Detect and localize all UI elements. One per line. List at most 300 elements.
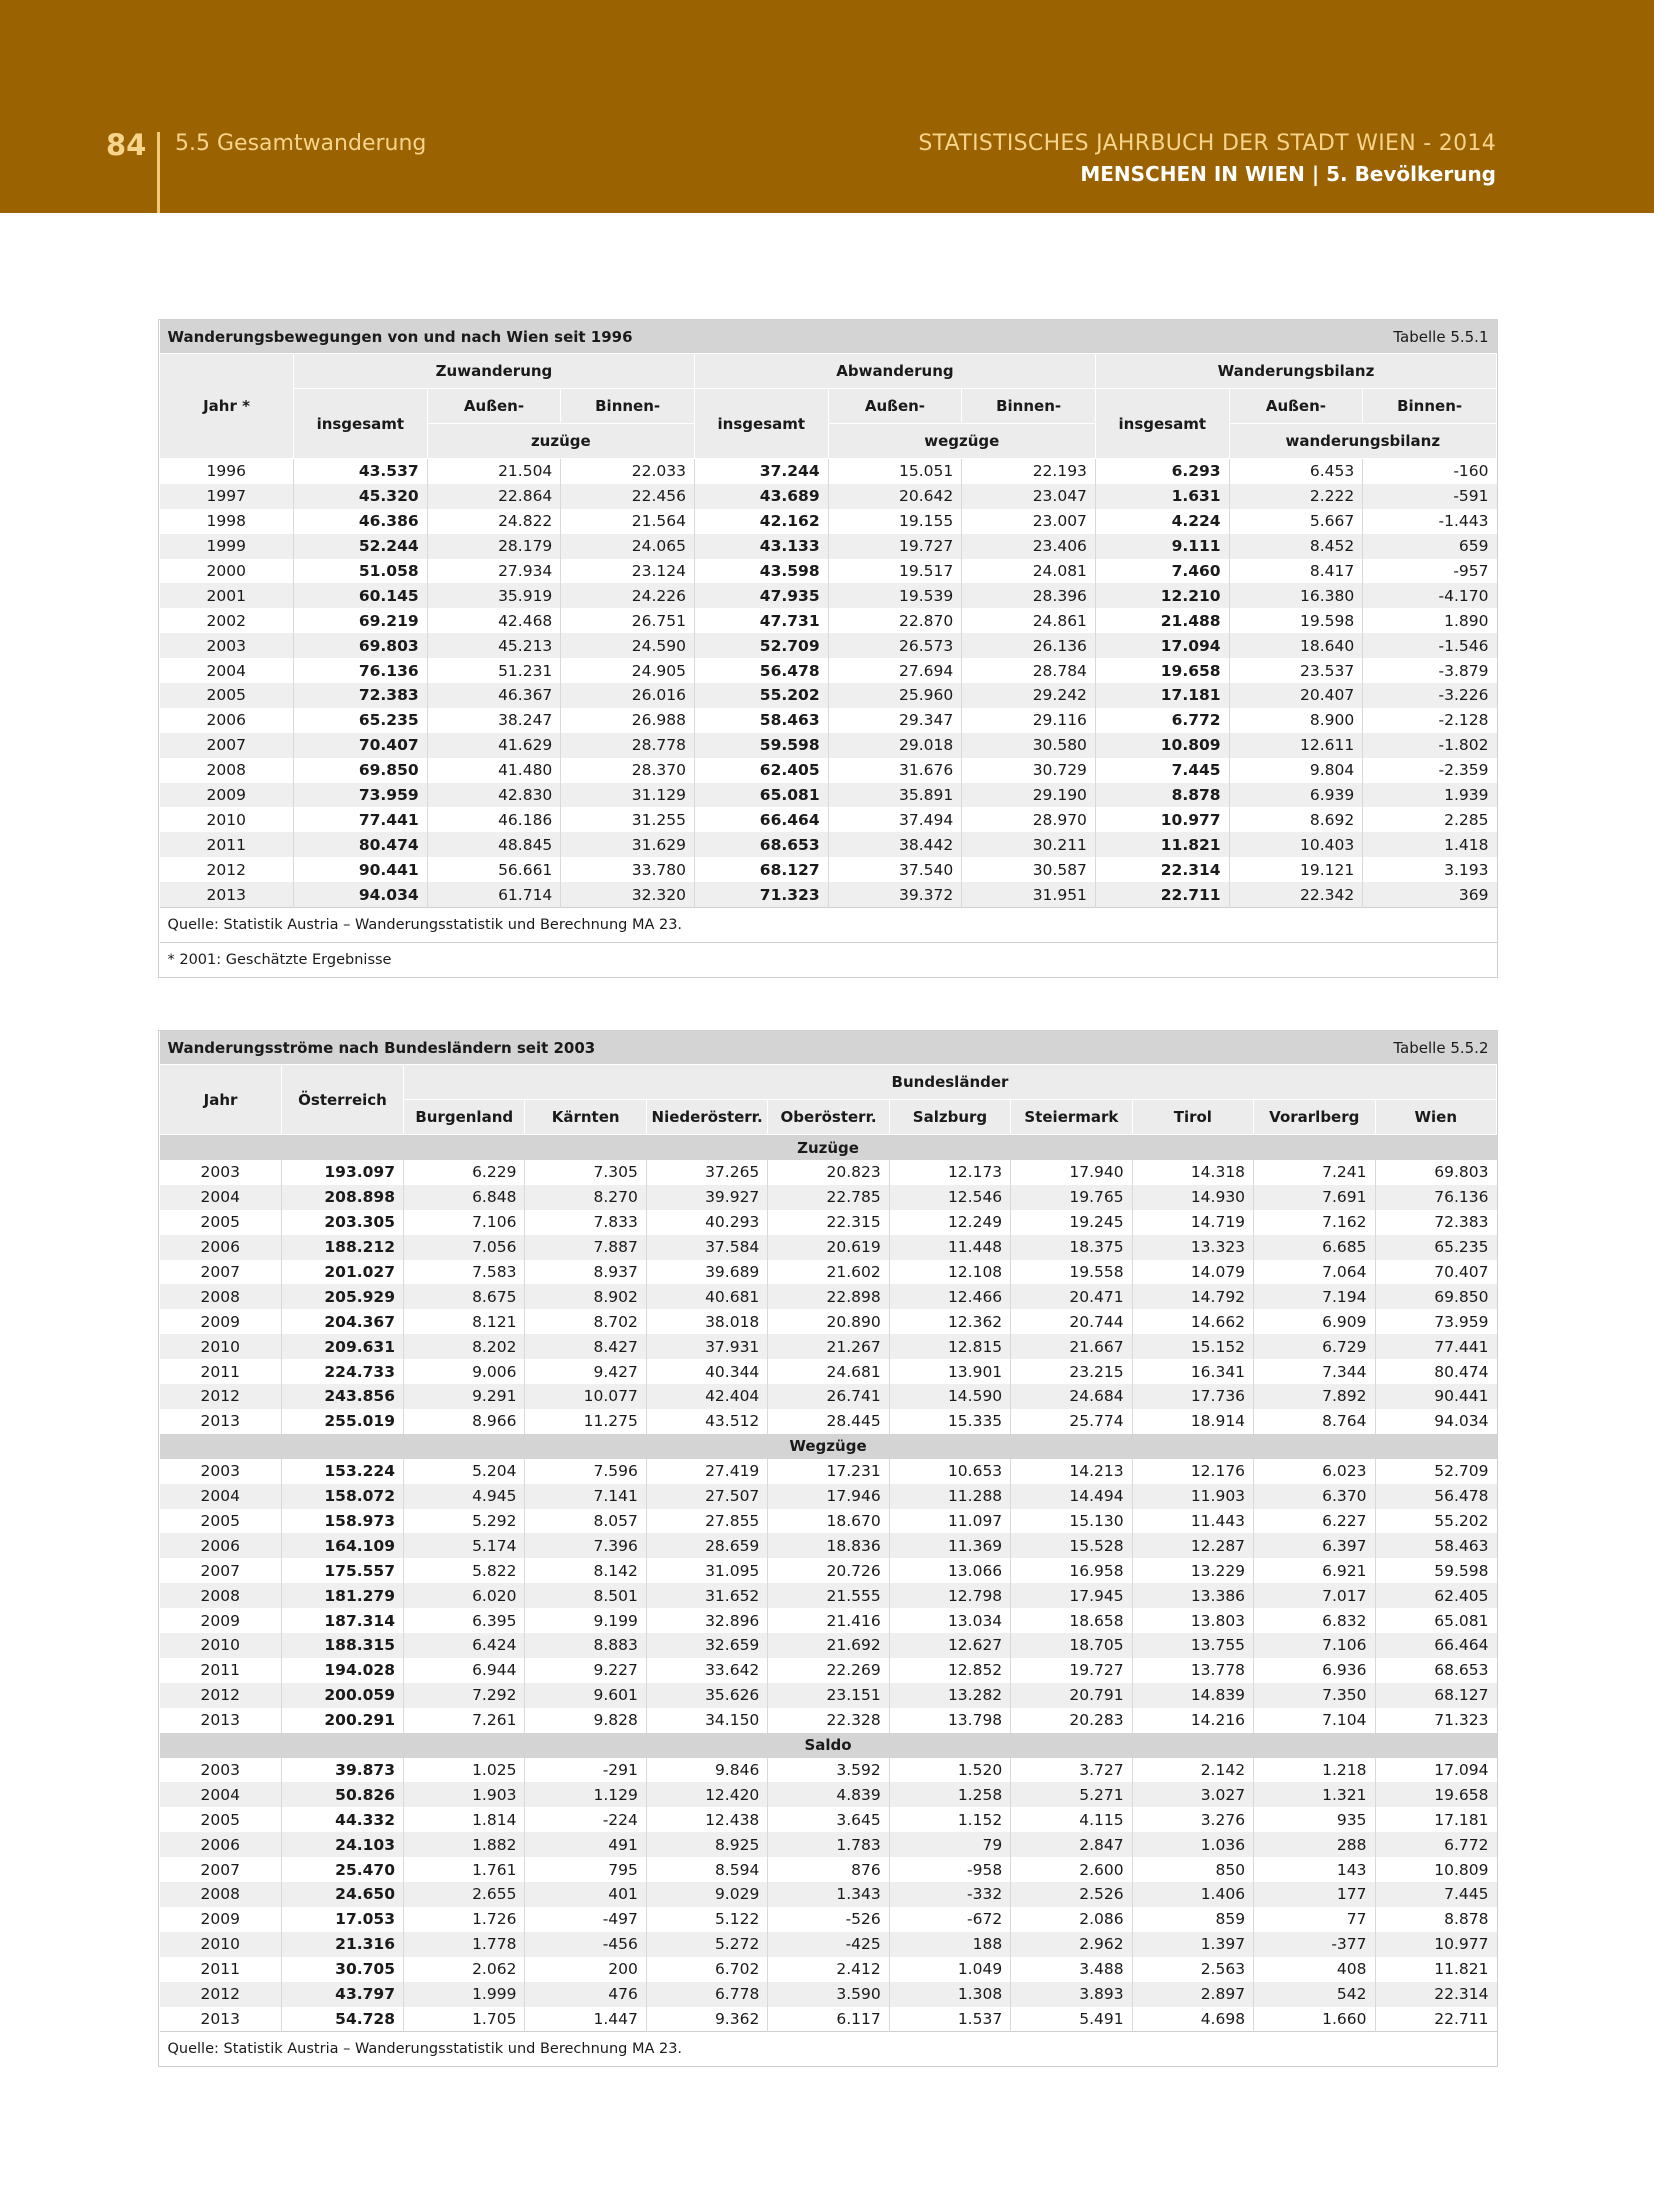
cell-value: 69.803: [294, 633, 428, 658]
cell-value: 22.342: [1229, 882, 1363, 907]
cell-value: 1.406: [1132, 1882, 1253, 1907]
cell-value: 90.441: [1375, 1384, 1497, 1409]
cell-value: 13.323: [1132, 1235, 1253, 1260]
table-row: [160, 1284, 1497, 1309]
cell-value: 51.058: [294, 559, 428, 584]
cell-value: 26.016: [561, 683, 695, 708]
col-header-year: Jahr *: [160, 354, 294, 459]
cell-value: 7.396: [525, 1533, 646, 1558]
table-row: [160, 658, 1497, 683]
cell-value: 14.839: [1132, 1683, 1253, 1708]
table-row: [160, 1583, 1497, 1608]
cell-value: 1.218: [1254, 1758, 1375, 1783]
table-source: Quelle: Statistik Austria – Wanderungsstatistik und Berechnung MA 23.: [160, 2032, 1497, 2067]
cell-value: 23.124: [561, 559, 695, 584]
cell-value: 6.944: [404, 1658, 525, 1683]
cell-value: 8.902: [525, 1284, 646, 1309]
cell-value: 2.285: [1363, 807, 1497, 832]
cell-value: 20.407: [1229, 683, 1363, 708]
table-row: [160, 882, 1497, 907]
cell-value: 23.007: [962, 509, 1096, 534]
cell-value: 17.946: [768, 1484, 889, 1509]
cell-value: 30.580: [962, 733, 1096, 758]
col-header-state: Tirol: [1132, 1100, 1253, 1135]
cell-value: 10.653: [889, 1459, 1010, 1484]
cell-value: 1.152: [889, 1807, 1010, 1832]
cell-value: -332: [889, 1882, 1010, 1907]
cell-value: 1.308: [889, 1982, 1010, 2007]
cell-value: 8.878: [1095, 783, 1229, 808]
cell-value: 21.602: [768, 1260, 889, 1285]
cell-value: 369: [1363, 882, 1497, 907]
cell-value: 69.803: [1375, 1160, 1497, 1185]
cell-value: 188.315: [282, 1633, 404, 1658]
cell-value: 7.445: [1095, 758, 1229, 783]
cell-value: 1.814: [404, 1807, 525, 1832]
cell-value: 79: [889, 1832, 1010, 1857]
cell-value: 3.488: [1011, 1957, 1132, 1982]
cell-value: -958: [889, 1857, 1010, 1882]
cell-value: 8.202: [404, 1334, 525, 1359]
cell-value: 4.839: [768, 1782, 889, 1807]
cell-value: 17.940: [1011, 1160, 1132, 1185]
cell-value: 3.590: [768, 1982, 889, 2007]
cell-value: 491: [525, 1832, 646, 1857]
cell-year: 2012: [160, 1683, 282, 1708]
cell-value: 31.629: [561, 832, 695, 857]
cell-value: 22.456: [561, 484, 695, 509]
cell-value: 5.667: [1229, 509, 1363, 534]
cell-value: 542: [1254, 1982, 1375, 2007]
cell-year: 2008: [160, 1583, 282, 1608]
cell-value: 2.962: [1011, 1932, 1132, 1957]
cell-value: 11.821: [1375, 1957, 1497, 1982]
cell-year: 2010: [160, 1633, 282, 1658]
table-row: [160, 1160, 1497, 1185]
cell-year: 1999: [160, 534, 294, 559]
cell-value: 659: [1363, 534, 1497, 559]
cell-value: 17.094: [1095, 633, 1229, 658]
cell-value: 795: [525, 1857, 646, 1882]
cell-year: 2003: [160, 1160, 282, 1185]
cell-value: 14.930: [1132, 1185, 1253, 1210]
cell-value: 2.655: [404, 1882, 525, 1907]
cell-value: 27.507: [646, 1484, 767, 1509]
cell-value: 17.231: [768, 1459, 889, 1484]
cell-value: 39.873: [282, 1758, 404, 1783]
cell-value: 14.792: [1132, 1284, 1253, 1309]
cell-value: 175.557: [282, 1558, 404, 1583]
table-row: [160, 1758, 1497, 1783]
cell-value: 1.705: [404, 2007, 525, 2032]
cell-value: 17.053: [282, 1907, 404, 1932]
cell-value: 24.590: [561, 633, 695, 658]
cell-value: 22.711: [1095, 882, 1229, 907]
cell-value: 52.244: [294, 534, 428, 559]
cell-value: 25.960: [828, 683, 962, 708]
cell-value: 21.416: [768, 1608, 889, 1633]
cell-value: 193.097: [282, 1160, 404, 1185]
cell-value: 3.193: [1363, 857, 1497, 882]
cell-year: 2006: [160, 708, 294, 733]
cell-value: 58.463: [1375, 1533, 1497, 1558]
cell-value: 24.065: [561, 534, 695, 559]
cell-year: 2011: [160, 1658, 282, 1683]
cell-value: 1.903: [404, 1782, 525, 1807]
cell-value: 177: [1254, 1882, 1375, 1907]
cell-value: 1.537: [889, 2007, 1010, 2032]
cell-value: 4.115: [1011, 1807, 1132, 1832]
cell-value: 1.397: [1132, 1932, 1253, 1957]
table-row: [160, 1210, 1497, 1235]
cell-value: 38.247: [427, 708, 561, 733]
cell-value: 50.826: [282, 1782, 404, 1807]
cell-value: -526: [768, 1907, 889, 1932]
cell-value: 13.755: [1132, 1633, 1253, 1658]
cell-value: 5.271: [1011, 1782, 1132, 1807]
cell-value: 39.689: [646, 1260, 767, 1285]
cell-value: 22.269: [768, 1658, 889, 1683]
cell-value: 6.397: [1254, 1533, 1375, 1558]
cell-value: 27.694: [828, 658, 962, 683]
cell-value: 42.162: [694, 509, 828, 534]
cell-year: 2013: [160, 2007, 282, 2032]
cell-value: 6.848: [404, 1185, 525, 1210]
cell-value: 21.564: [561, 509, 695, 534]
cell-value: 24.103: [282, 1832, 404, 1857]
cell-year: 2006: [160, 1533, 282, 1558]
cell-value: 6.117: [768, 2007, 889, 2032]
cell-value: 8.501: [525, 1583, 646, 1608]
col-header-state: Steiermark: [1011, 1100, 1132, 1135]
cell-value: 13.066: [889, 1558, 1010, 1583]
cell-value: 19.558: [1011, 1260, 1132, 1285]
col-header-external: Außen-: [828, 389, 962, 424]
cell-value: 7.106: [404, 1210, 525, 1235]
cell-value: 9.828: [525, 1708, 646, 1733]
cell-value: 26.573: [828, 633, 962, 658]
table-row: [160, 1782, 1497, 1807]
cell-value: 8.937: [525, 1260, 646, 1285]
cell-value: 21.488: [1095, 608, 1229, 633]
cell-value: 72.383: [294, 683, 428, 708]
cell-value: 12.420: [646, 1782, 767, 1807]
cell-value: 94.034: [294, 882, 428, 907]
cell-value: 8.883: [525, 1633, 646, 1658]
group-header-states: Bundesländer: [404, 1065, 1497, 1100]
cell-value: 14.318: [1132, 1160, 1253, 1185]
cell-year: 1996: [160, 459, 294, 484]
cell-value: 46.386: [294, 509, 428, 534]
cell-value: 9.291: [404, 1384, 525, 1409]
cell-value: 11.443: [1132, 1509, 1253, 1534]
sub-header-out: wegzüge: [828, 424, 1095, 459]
cell-year: 2004: [160, 1782, 282, 1807]
cell-value: 12.173: [889, 1160, 1010, 1185]
cell-value: 204.367: [282, 1309, 404, 1334]
cell-value: 209.631: [282, 1334, 404, 1359]
cell-value: 1.049: [889, 1957, 1010, 1982]
cell-value: 59.598: [694, 733, 828, 758]
table-row: [160, 1683, 1497, 1708]
cell-value: 11.275: [525, 1409, 646, 1434]
cell-year: 2010: [160, 1334, 282, 1359]
cell-value: 23.047: [962, 484, 1096, 509]
cell-value: 29.116: [962, 708, 1096, 733]
cell-value: 68.127: [1375, 1683, 1497, 1708]
table-row: [160, 758, 1497, 783]
table-row: [160, 1882, 1497, 1907]
group-header-balance: Wanderungsbilanz: [1095, 354, 1496, 389]
cell-value: 23.215: [1011, 1359, 1132, 1384]
cell-value: 19.727: [1011, 1658, 1132, 1683]
cell-value: 200.291: [282, 1708, 404, 1733]
cell-value: -4.170: [1363, 583, 1497, 608]
cell-value: 31.129: [561, 783, 695, 808]
cell-value: 10.977: [1095, 807, 1229, 832]
cell-year: 2009: [160, 783, 294, 808]
cell-value: 7.141: [525, 1484, 646, 1509]
cell-value: 66.464: [694, 807, 828, 832]
cell-value: 13.034: [889, 1608, 1010, 1633]
cell-value: 7.445: [1375, 1882, 1497, 1907]
cell-value: 37.244: [694, 459, 828, 484]
cell-value: 12.176: [1132, 1459, 1253, 1484]
cell-value: 7.583: [404, 1260, 525, 1285]
cell-value: 188.212: [282, 1235, 404, 1260]
cell-value: 12.798: [889, 1583, 1010, 1608]
cell-value: 33.642: [646, 1658, 767, 1683]
cell-value: 17.181: [1375, 1807, 1497, 1832]
cell-value: -957: [1363, 559, 1497, 584]
cell-value: 1.882: [404, 1832, 525, 1857]
cell-value: 55.202: [1375, 1509, 1497, 1534]
cell-value: 8.427: [525, 1334, 646, 1359]
cell-value: 14.662: [1132, 1309, 1253, 1334]
cell-value: 56.478: [694, 658, 828, 683]
table-row: [160, 534, 1497, 559]
cell-value: 6.293: [1095, 459, 1229, 484]
col-header-state: Kärnten: [525, 1100, 646, 1135]
cell-value: 23.151: [768, 1683, 889, 1708]
cell-value: 25.774: [1011, 1409, 1132, 1434]
cell-value: 65.081: [1375, 1608, 1497, 1633]
cell-value: 14.590: [889, 1384, 1010, 1409]
cell-value: 7.056: [404, 1235, 525, 1260]
cell-value: 52.709: [694, 633, 828, 658]
table-source: Quelle: Statistik Austria – Wanderungsstatistik und Berechnung MA 23.: [160, 908, 1497, 943]
cell-value: 5.292: [404, 1509, 525, 1534]
col-header-total: insgesamt: [294, 389, 428, 459]
cell-value: 65.235: [1375, 1235, 1497, 1260]
cell-value: 22.711: [1375, 2007, 1497, 2032]
cell-year: 2011: [160, 832, 294, 857]
cell-value: 7.292: [404, 1683, 525, 1708]
col-header-internal: Binnen-: [1363, 389, 1497, 424]
cell-value: 143: [1254, 1857, 1375, 1882]
cell-year: 2005: [160, 683, 294, 708]
cell-year: 2010: [160, 807, 294, 832]
table-row: [160, 633, 1497, 658]
table-migration-by-state: [158, 1030, 1498, 2067]
table-row: [160, 832, 1497, 857]
table-row: [160, 484, 1497, 509]
cell-year: 2013: [160, 882, 294, 907]
cell-value: 6.778: [646, 1982, 767, 2007]
cell-value: 68.127: [694, 857, 828, 882]
cell-value: 6.453: [1229, 459, 1363, 484]
cell-value: 62.405: [1375, 1583, 1497, 1608]
cell-value: 42.404: [646, 1384, 767, 1409]
cell-value: 16.958: [1011, 1558, 1132, 1583]
cell-value: 62.405: [694, 758, 828, 783]
cell-value: 39.927: [646, 1185, 767, 1210]
cell-value: 71.323: [1375, 1708, 1497, 1733]
cell-value: 2.563: [1132, 1957, 1253, 1982]
cell-value: 12.852: [889, 1658, 1010, 1683]
cell-year: 2010: [160, 1932, 282, 1957]
cell-value: 17.181: [1095, 683, 1229, 708]
cell-value: 9.362: [646, 2007, 767, 2032]
table-row: [160, 1309, 1497, 1334]
cell-value: 7.305: [525, 1160, 646, 1185]
col-header-state: Salzburg: [889, 1100, 1010, 1135]
section-title: 5.5 Gesamtwanderung: [175, 131, 427, 156]
cell-year: 2012: [160, 857, 294, 882]
cell-value: 7.596: [525, 1459, 646, 1484]
table-migration-movements: [158, 319, 1498, 978]
cell-value: 13.229: [1132, 1558, 1253, 1583]
cell-value: 31.095: [646, 1558, 767, 1583]
cell-value: 20.471: [1011, 1284, 1132, 1309]
cell-value: 31.255: [561, 807, 695, 832]
cell-value: 288: [1254, 1832, 1375, 1857]
table-row: [160, 1359, 1497, 1384]
cell-value: 8.270: [525, 1185, 646, 1210]
cell-value: 19.765: [1011, 1185, 1132, 1210]
cell-value: 29.347: [828, 708, 962, 733]
col-header-state: Vorarlberg: [1254, 1100, 1375, 1135]
table-row: [160, 683, 1497, 708]
cell-value: 1.520: [889, 1758, 1010, 1783]
cell-value: 1.726: [404, 1907, 525, 1932]
cell-value: 9.006: [404, 1359, 525, 1384]
col-header-total: insgesamt: [694, 389, 828, 459]
cell-value: 80.474: [1375, 1359, 1497, 1384]
cell-value: 21.555: [768, 1583, 889, 1608]
cell-value: 6.909: [1254, 1309, 1375, 1334]
cell-value: 19.658: [1095, 658, 1229, 683]
cell-value: -1.802: [1363, 733, 1497, 758]
table-row: [160, 1708, 1497, 1733]
cell-value: 8.925: [646, 1832, 767, 1857]
cell-value: 35.891: [828, 783, 962, 808]
cell-value: 69.850: [1375, 1284, 1497, 1309]
cell-value: 22.864: [427, 484, 561, 509]
table-title: Wanderungsströme nach Bundesländern seit 2003: [160, 1031, 1133, 1065]
cell-value: 90.441: [294, 857, 428, 882]
cell-value: 1.778: [404, 1932, 525, 1957]
cell-value: 164.109: [282, 1533, 404, 1558]
cell-year: 2011: [160, 1359, 282, 1384]
cell-value: 9.111: [1095, 534, 1229, 559]
col-header-external: Außen-: [1229, 389, 1363, 424]
cell-value: 13.803: [1132, 1608, 1253, 1633]
cell-value: 6.395: [404, 1608, 525, 1633]
cell-value: 1.783: [768, 1832, 889, 1857]
cell-value: 476: [525, 1982, 646, 2007]
cell-value: -425: [768, 1932, 889, 1957]
cell-value: 26.136: [962, 633, 1096, 658]
col-header-austria: Österreich: [282, 1065, 404, 1135]
cell-value: 401: [525, 1882, 646, 1907]
cell-value: 5.204: [404, 1459, 525, 1484]
cell-value: -3.226: [1363, 683, 1497, 708]
cell-value: 13.798: [889, 1708, 1010, 1733]
cell-value: 19.539: [828, 583, 962, 608]
cell-value: 33.780: [561, 857, 695, 882]
cell-value: 69.850: [294, 758, 428, 783]
cell-year: 2011: [160, 1957, 282, 1982]
cell-year: 2009: [160, 1907, 282, 1932]
cell-value: 11.448: [889, 1235, 1010, 1260]
cell-value: 31.676: [828, 758, 962, 783]
table-title: Wanderungsbewegungen von und nach Wien seit 1996: [160, 320, 1096, 354]
cell-value: -160: [1363, 459, 1497, 484]
cell-value: 11.369: [889, 1533, 1010, 1558]
cell-value: 1.660: [1254, 2007, 1375, 2032]
cell-value: 51.231: [427, 658, 561, 683]
cell-value: 58.463: [694, 708, 828, 733]
cell-value: 55.202: [694, 683, 828, 708]
cell-value: 1.129: [525, 1782, 646, 1807]
cell-value: 30.705: [282, 1957, 404, 1982]
cell-value: 25.470: [282, 1857, 404, 1882]
cell-value: 243.856: [282, 1384, 404, 1409]
cell-value: 11.903: [1132, 1484, 1253, 1509]
cell-value: 45.213: [427, 633, 561, 658]
cell-value: 24.650: [282, 1882, 404, 1907]
cell-value: 408: [1254, 1957, 1375, 1982]
table-row: [160, 1957, 1497, 1982]
cell-value: 20.744: [1011, 1309, 1132, 1334]
cell-value: 5.122: [646, 1907, 767, 1932]
cell-value: 935: [1254, 1807, 1375, 1832]
cell-value: 22.328: [768, 1708, 889, 1733]
cell-value: 208.898: [282, 1185, 404, 1210]
section-header: Saldo: [160, 1733, 1497, 1758]
cell-value: 38.018: [646, 1309, 767, 1334]
cell-value: 6.227: [1254, 1509, 1375, 1534]
cell-value: 21.692: [768, 1633, 889, 1658]
col-header-internal: Binnen-: [561, 389, 695, 424]
cell-value: 10.403: [1229, 832, 1363, 857]
cell-value: 43.537: [294, 459, 428, 484]
cell-value: 41.629: [427, 733, 561, 758]
cell-value: 54.728: [282, 2007, 404, 2032]
table-row: [160, 1409, 1497, 1434]
cell-value: 9.227: [525, 1658, 646, 1683]
cell-value: 3.276: [1132, 1807, 1253, 1832]
cell-value: 16.380: [1229, 583, 1363, 608]
cell-year: 2013: [160, 1708, 282, 1733]
cell-value: 1.025: [404, 1758, 525, 1783]
cell-value: 16.341: [1132, 1359, 1253, 1384]
cell-value: 40.344: [646, 1359, 767, 1384]
cell-value: 43.598: [694, 559, 828, 584]
cell-value: 40.293: [646, 1210, 767, 1235]
table-row: [160, 509, 1497, 534]
